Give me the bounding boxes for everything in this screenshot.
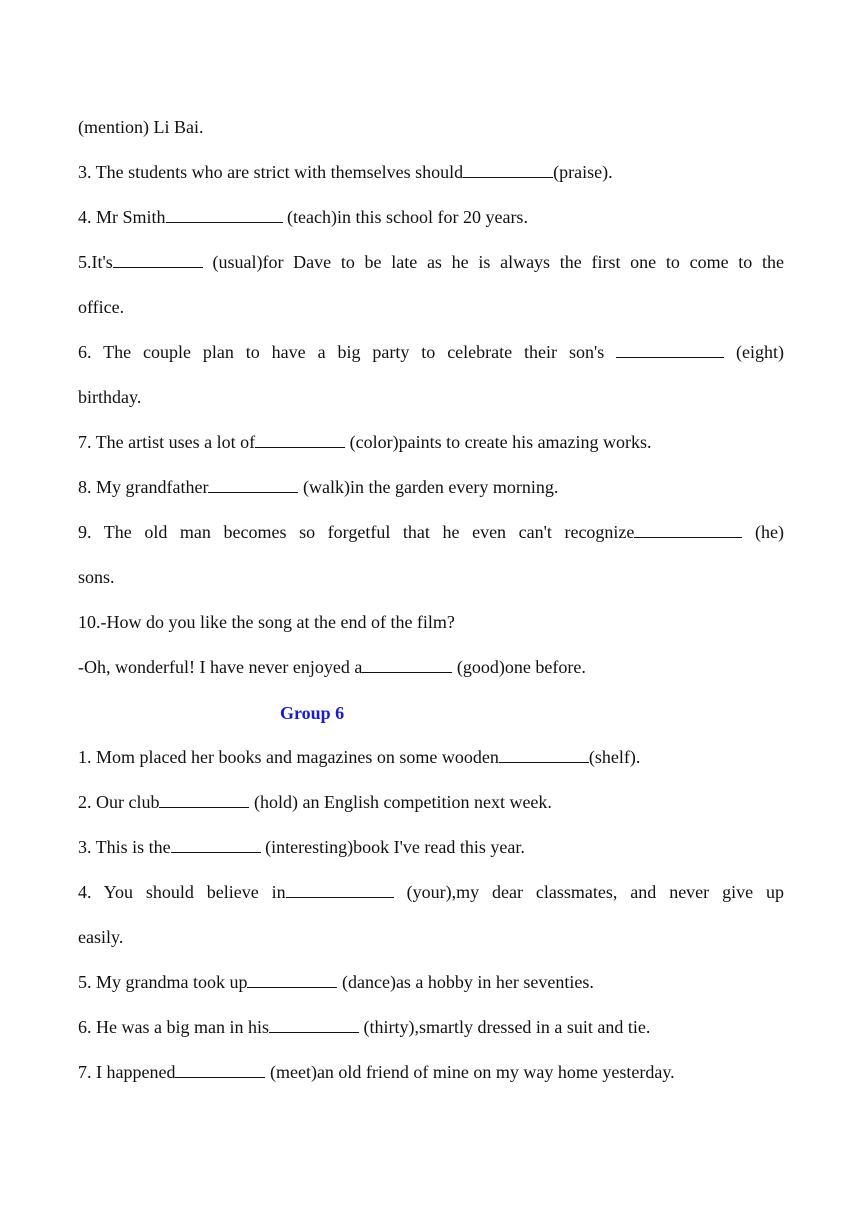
answer-blank[interactable]	[362, 655, 452, 673]
answer-blank[interactable]	[171, 835, 261, 853]
answer-blank[interactable]	[166, 205, 283, 223]
exercise-item-6: 6. The couple plan to have a big party to celebrate their son's (eight)	[78, 342, 784, 362]
answer-blank[interactable]	[208, 475, 298, 493]
exercise-item-9: 9. The old man becomes so forgetful that he even can't recognize (he)	[78, 522, 784, 542]
exercise-item-7: 7. The artist uses a lot of (color)paints to create his amazing works.	[78, 432, 652, 452]
group-item-6: 6. He was a big man in his (thirty),smartly dressed in a suit and tie.	[78, 1017, 651, 1037]
answer-blank[interactable]	[255, 430, 345, 448]
answer-blank[interactable]	[616, 340, 724, 358]
group-item-2: 2. Our club (hold) an English competition next week.	[78, 792, 552, 812]
group-item-7: 7. I happened (meet)an old friend of mine on my way home yesterday.	[78, 1062, 675, 1082]
exercise-item-8: 8. My grandfather (walk)in the garden every morning.	[78, 477, 559, 497]
exercise-item-5: 5.It's (usual)for Dave to be late as he is always the first one to come to the	[78, 252, 784, 272]
exercise-item-10: 10.-How do you like the song at the end of the film?	[78, 612, 455, 632]
answer-blank[interactable]	[499, 745, 589, 763]
text-line: office.	[78, 297, 125, 317]
group-item-3: 3. This is the (interesting)book I've read this year.	[78, 837, 525, 857]
exercise-item-10-answer: -Oh, wonderful! I have never enjoyed a (good)one before.	[78, 657, 586, 677]
answer-blank[interactable]	[269, 1015, 359, 1033]
text-line: birthday.	[78, 387, 142, 407]
answer-blank[interactable]	[175, 1060, 265, 1078]
answer-blank[interactable]	[634, 520, 742, 538]
answer-blank[interactable]	[463, 160, 553, 178]
group-item-5: 5. My grandma took up (dance)as a hobby in her seventies.	[78, 972, 594, 992]
group-item-1: 1. Mom placed her books and magazines on some wooden (shelf).	[78, 747, 641, 767]
group-heading: Group 6	[280, 703, 345, 723]
answer-blank[interactable]	[247, 970, 337, 988]
answer-blank[interactable]	[113, 250, 203, 268]
text-line: sons.	[78, 567, 115, 587]
exercise-item-4: 4. Mr Smith (teach)in this school for 20 years.	[78, 207, 528, 227]
answer-blank[interactable]	[286, 880, 394, 898]
text-line: (mention) Li Bai.	[78, 117, 204, 137]
group-item-4: 4. You should believe in (your),my dear classmates, and never give up	[78, 882, 784, 902]
exercise-item-3: 3. The students who are strict with themselves should (praise).	[78, 162, 613, 182]
text-line: easily.	[78, 927, 124, 947]
answer-blank[interactable]	[159, 790, 249, 808]
